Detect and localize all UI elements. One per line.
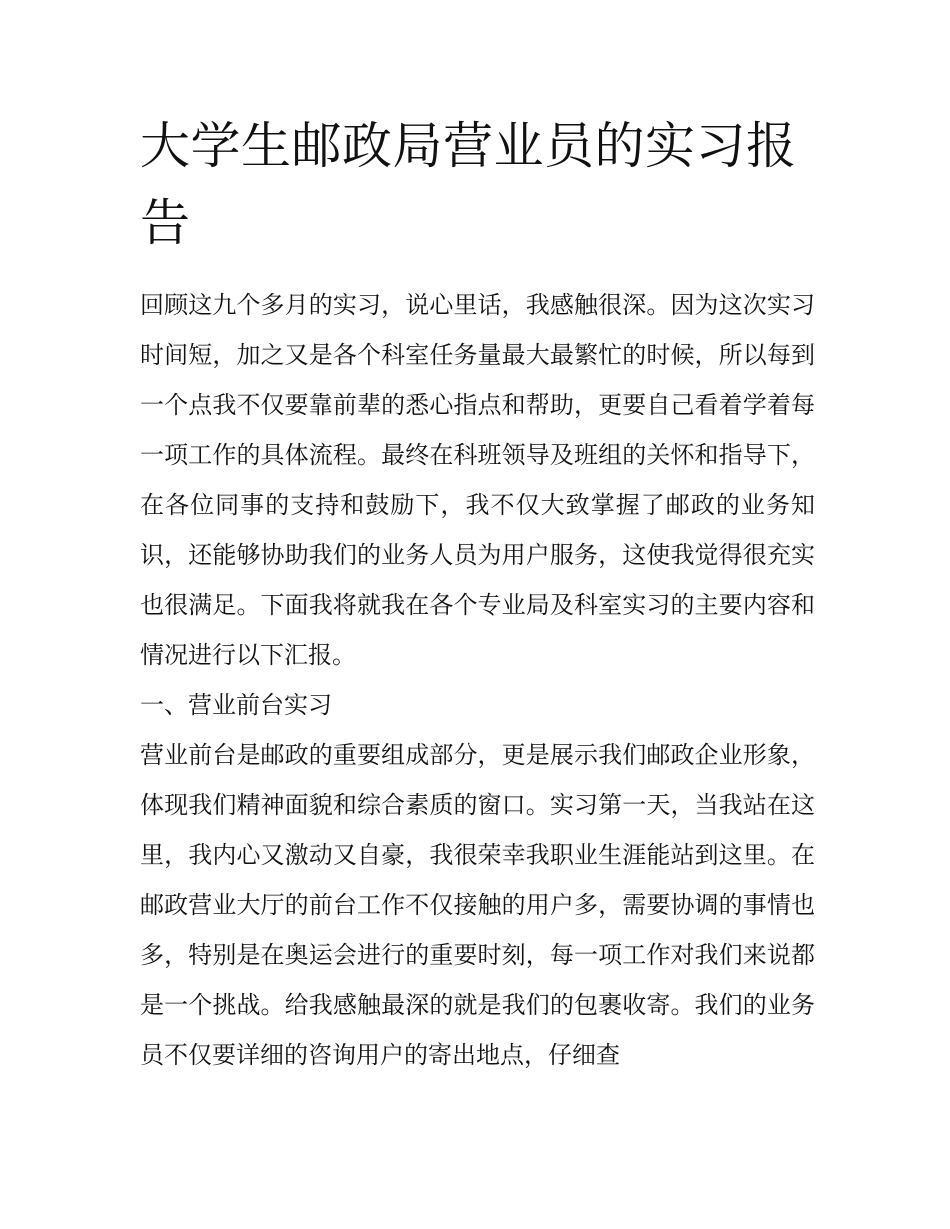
section-paragraph: 营业前台是邮政的重要组成部分，更是展示我们邮政企业形象，体现我们精神面貌和综合素质的窗口。实习第一天，当我站在这里，我内心又激动又自豪，我很荣幸我职业生涯能站到这里。在邮政营业大厅的前台工作不仅接触的用户多，需要协调的事情也多，特别是在奥运会进行的重要时刻，每一项工作对我们来说都是一个挑战。给我感触最深的就是我们的包裹收寄。我们的业务员不仅要详细的咨询用户的寄出地点，仔细查 (140, 741, 815, 1069)
section-heading: 一、营业前台实习 (140, 691, 332, 719)
document-title: 大学生邮政局营业员的实习报告 (140, 117, 797, 252)
intro-paragraph: 回顾这九个多月的实习，说心里话，我感触很深。因为这次实习时间短，加之又是各个科室任务量最大最繁忙的时候，所以每到一个点我不仅要靠前辈的悉心指点和帮助，更要自己看着学着每一项工作的具体流程。最终在科班领导及班组的关怀和指导下，在各位同事的支持和鼓励下，我不仅大致掌握了邮政的业务知识，还能够协助我们的业务人员为用户服务，这使我觉得很充实也很满足。下面我将就我在各个专业局及科室实习的主要内容和情况进行以下汇报。 (140, 291, 815, 669)
document-body (140, 280, 815, 1080)
